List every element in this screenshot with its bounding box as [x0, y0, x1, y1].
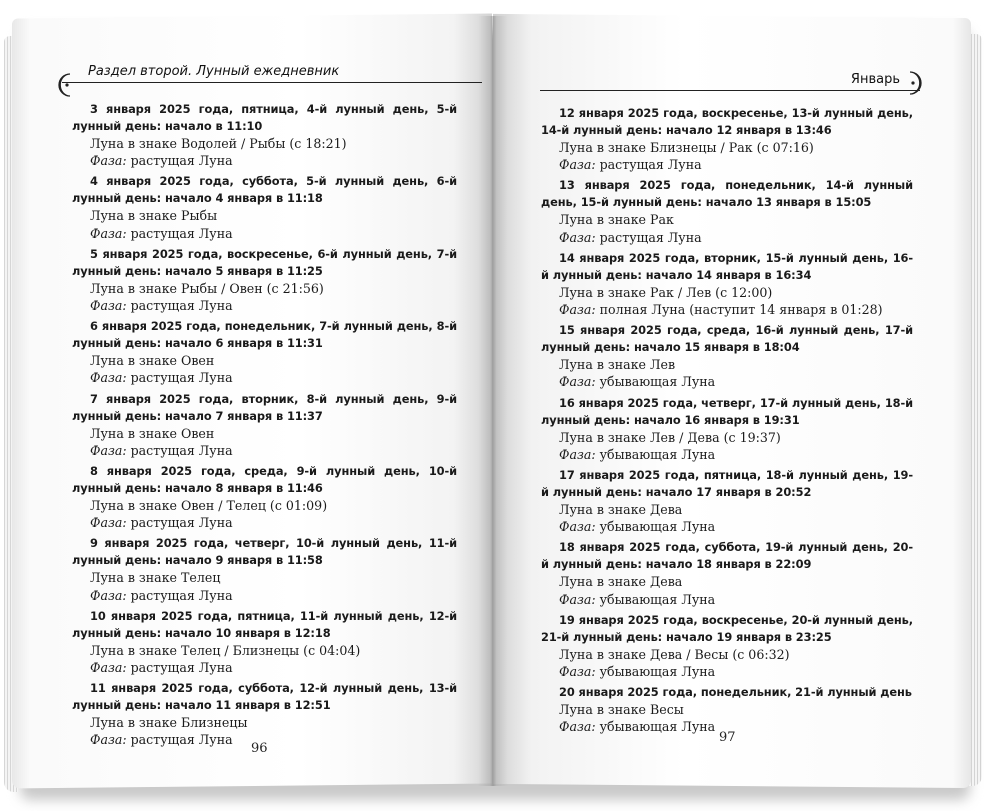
entry-heading: 7 января 2025 года, вторник, 8-й лунный день, 9-й лунный день: начало 7 января в 11:37 [72, 391, 457, 423]
calendar-entry [541, 684, 913, 735]
calendar-entry [72, 608, 457, 676]
header-rule [540, 90, 920, 91]
calendar-entry [541, 177, 913, 245]
entry-heading: 17 января 2025 года, пятница, 18-й лунный день, 19-й лунный день: начало 17 января в 20:52 [541, 468, 913, 500]
entry-heading: 4 января 2025 года, суббота, 5-й лунный день, 6-й лунный день: начало 4 января в 11:18 [72, 174, 457, 206]
entry-heading: 18 января 2025 года, суббота, 19-й лунный день, 20-й лунный день: начало 18 января в 22:09 [541, 540, 913, 572]
calendar-entry [72, 391, 457, 459]
moon-phase: Фаза: растущая Луна [559, 229, 702, 245]
moon-phase: Фаза: растущая Луна [90, 732, 233, 748]
entry-heading: 6 января 2025 года, понедельник, 7-й лунный день, 8-й лунный день: начало 6 января в 11:31 [72, 319, 457, 351]
right-page-header [540, 64, 920, 94]
calendar-entry [541, 395, 913, 463]
moon-sign: Луна в знаке Телец / Близнецы (с 04:04) [90, 642, 361, 658]
moon-phase: Фаза: убывающая Луна [559, 519, 716, 535]
moon-sign: Луна в знаке Лев [559, 357, 676, 373]
moon-sign: Луна в знаке Лев / Дева (с 19:37) [559, 429, 781, 445]
month-title: Январь [850, 72, 900, 87]
entry-heading: 12 января 2025 года, воскресенье, 13-й лунный день, 14-й лунный день: начало 12 января в 13:46 [541, 106, 913, 137]
entry-heading: 5 января 2025 года, воскресенье, 6-й лунный день, 7-й лунный день: начало 5 января в 11:25 [72, 246, 457, 278]
moon-sign: Луна в знаке Близнецы / Рак (с 07:16) [559, 140, 814, 155]
entry-heading: 16 января 2025 года, четверг, 17-й лунный день, 18-й лунный день: начало 16 января в 19:31 [541, 395, 913, 427]
moon-phase: Фаза: растущая Луна [90, 587, 233, 603]
calendar-entry [72, 246, 457, 314]
moon-sign: Луна в знаке Овен [90, 425, 215, 441]
calendar-entry [541, 105, 913, 173]
calendar-entry [72, 173, 457, 241]
header-rule [62, 82, 482, 83]
calendar-entry [72, 463, 457, 531]
page-number: 96 [251, 741, 268, 756]
moon-sign: Луна в знаке Овен [90, 353, 215, 369]
moon-phase: Фаза: убывающая Луна [559, 591, 716, 607]
moon-sign: Луна в знаке Дева [559, 502, 683, 518]
moon-phase: Фаза: растущая Луна [90, 225, 233, 241]
right-page-body [541, 105, 913, 740]
calendar-entry [72, 680, 457, 748]
calendar-entry [72, 318, 457, 386]
section-title: Раздел второй. Лунный ежедневник [88, 64, 340, 79]
moon-sign: Луна в знаке Дева [559, 574, 683, 590]
moon-phase: Фаза: убывающая Луна [559, 374, 716, 390]
calendar-entry [72, 101, 457, 169]
book-spine [478, 16, 508, 786]
crescent-moon-icon [56, 72, 78, 98]
moon-sign: Луна в знаке Рак / Лев (с 12:00) [559, 284, 773, 300]
moon-sign: Луна в знаке Весы [559, 702, 684, 718]
moon-phase: Фаза: полная Луна (наступит 14 января в 01:28) [559, 302, 883, 318]
moon-sign: Луна в знаке Дева / Весы (с 06:32) [559, 646, 790, 662]
moon-phase: Фаза: растущая Луна [90, 370, 233, 386]
entry-heading: 3 января 2025 года, пятница, 4-й лунный день, 5-й лунный день: начало в 11:10 [72, 102, 457, 133]
crescent-moon-icon [902, 70, 924, 96]
moon-phase: Фаза: убывающая Луна [559, 446, 716, 462]
moon-sign: Луна в знаке Рак [559, 212, 674, 228]
entry-heading: 8 января 2025 года, среда, 9-й лунный день, 10-й лунный день: начало 8 января в 11:46 [72, 464, 457, 496]
moon-phase: Фаза: растущая Луна [559, 157, 702, 173]
moon-phase: Фаза: растущая Луна [90, 442, 233, 458]
moon-phase: Фаза: растущая Луна [90, 660, 233, 676]
left-page-header [62, 64, 482, 94]
moon-phase: Фаза: растущая Луна [90, 298, 233, 314]
calendar-entry [541, 467, 913, 535]
moon-phase: Фаза: убывающая Луна [559, 664, 716, 680]
moon-sign: Луна в знаке Овен / Телец (с 01:09) [90, 498, 328, 514]
entry-heading: 20 января 2025 года, понедельник, 21-й лунный день [559, 685, 912, 700]
moon-phase: Фаза: убывающая Луна [559, 719, 716, 735]
moon-sign: Луна в знаке Рыбы / Овен (с 21:56) [90, 280, 324, 296]
entry-heading: 15 января 2025 года, среда, 16-й лунный день, 17-й лунный день: начало 15 января в 18:04 [541, 323, 913, 355]
moon-phase: Фаза: растущая Луна [90, 153, 233, 169]
moon-sign: Луна в знаке Телец [90, 570, 221, 586]
calendar-entry [72, 535, 457, 603]
entry-heading: 19 января 2025 года, воскресенье, 20-й лунный день, 21-й лунный день: начало 19 января в 23:25 [541, 612, 913, 644]
calendar-entry [541, 322, 913, 390]
entry-heading: 10 января 2025 года, пятница, 11-й лунный день, 12-й лунный день: начало 10 января в 12:18 [72, 608, 457, 640]
calendar-entry [541, 539, 913, 607]
moon-sign: Луна в знаке Водолей / Рыбы (с 18:21) [90, 136, 347, 151]
left-page-body [72, 101, 457, 753]
entry-heading: 13 января 2025 года, понедельник, 14-й лунный день, 15-й лунный день: начало 13 января в 15:05 [541, 178, 913, 210]
calendar-entry [541, 612, 913, 680]
entry-heading: 14 января 2025 года, вторник, 15-й лунный день, 16-й лунный день: начало 14 января в 16:34 [541, 250, 913, 282]
entry-heading: 9 января 2025 года, четверг, 10-й лунный день, 11-й лунный день: начало 9 января в 11:58 [72, 536, 457, 568]
moon-phase: Фаза: растущая Луна [90, 515, 233, 531]
moon-sign: Луна в знаке Рыбы [90, 208, 218, 224]
moon-sign: Луна в знаке Близнецы [90, 715, 248, 731]
calendar-entry [541, 250, 913, 318]
page-number: 97 [719, 730, 736, 745]
entry-heading: 11 января 2025 года, суббота, 12-й лунный день, 13-й лунный день: начало 11 января в 12:51 [72, 681, 457, 713]
